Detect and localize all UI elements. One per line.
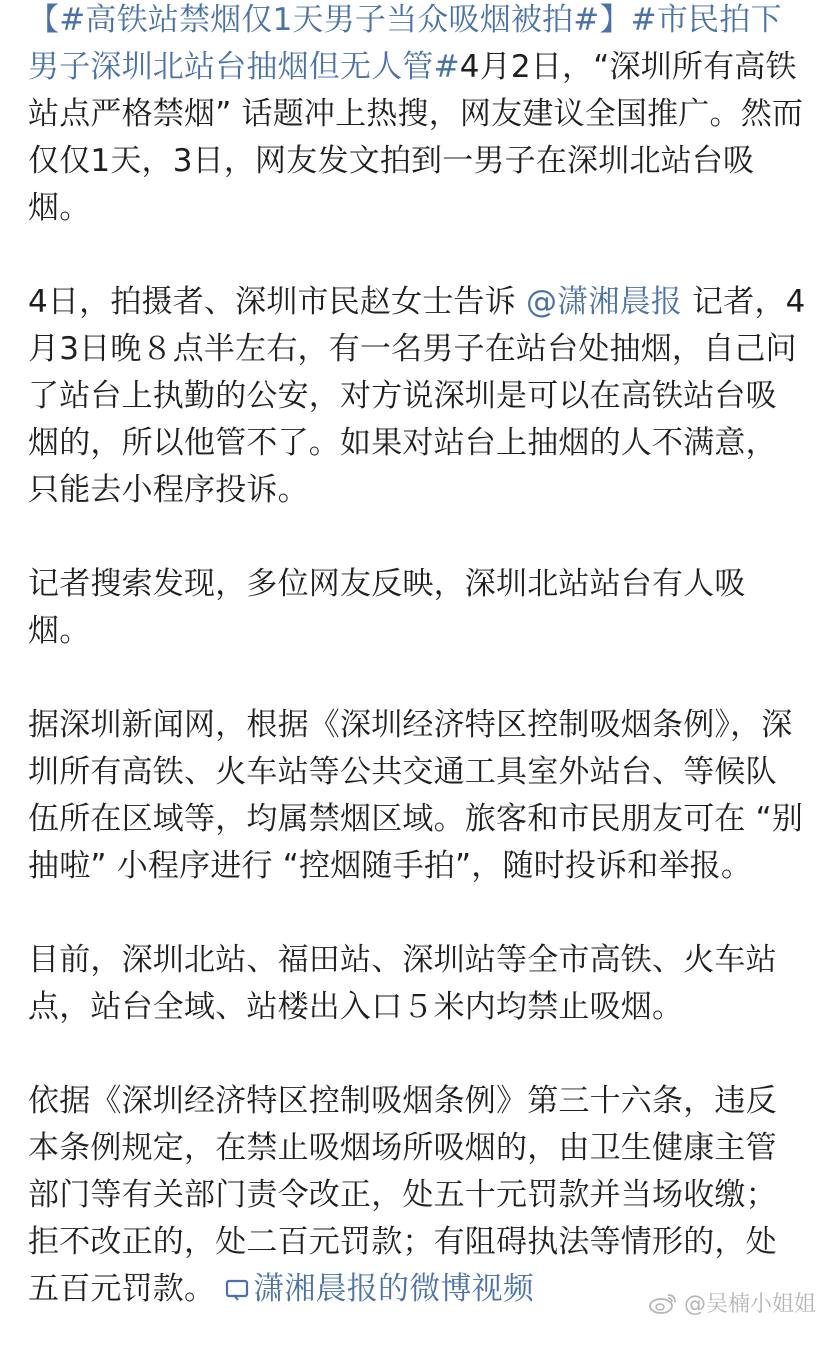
paragraph-3: 记者搜索发现，多位网友反映，深圳北站站台有人吸烟。: [28, 566, 746, 649]
watermark-text: @吴楠小姐姐: [683, 1292, 816, 1317]
hashtag-link-1[interactable]: 【#高铁站禁烟仅1天男子当众吸烟被拍#】: [28, 2, 631, 38]
paragraph-2-text-before: 4日，拍摄者、深圳市民赵女士告诉: [28, 284, 516, 320]
video-play-icon: [225, 1276, 251, 1302]
watermark: [648, 1287, 816, 1318]
weibo-icon: [648, 1292, 678, 1314]
hashtag-link-2[interactable]: #市民拍下男子深圳北站台抽烟但无人管#: [28, 2, 782, 85]
paragraph-1-text: 4月2日，“深圳所有高铁站点严格禁烟” 话题冲上热搜，网友建议全国推广。然而仅仅1天，3日，网友发文拍到一男子在深圳北站台吸烟。: [28, 49, 804, 226]
weibo-post-body: [28, 0, 806, 1360]
paragraph-1: [28, 0, 806, 232]
paragraph-2-text-after: 记者，4月3日晚８点半左右，有一名男子在站台处抽烟，自己问了站台上执勤的公安，对方说深圳是可以在高铁站台吸烟的，所以他管不了。如果对站台上抽烟的人不满意，只能去小程序投诉。: [28, 284, 806, 508]
paragraph-6: [28, 1078, 806, 1313]
mention-link[interactable]: @潇湘晨报: [525, 284, 682, 320]
video-link-label: 潇湘晨报的微博视频: [253, 1271, 535, 1307]
paragraph-2: [28, 279, 806, 514]
video-link[interactable]: [215, 1271, 534, 1307]
paragraph-5: 目前，深圳北站、福田站、深圳站等全市高铁、火车站点，站台全域、站楼出入口５米内均禁止吸烟。: [28, 942, 777, 1025]
paragraph-4: 据深圳新闻网，根据《深圳经济特区控制吸烟条例》，深圳所有高铁、火车站等公共交通工具室外站台、等候队伍所在区域等，均属禁烟区域。旅客和市民朋友可在 “别抽啦” 小程序进行 “控烟随手拍”，随时投诉和举报。: [28, 707, 804, 884]
paragraph-6-text: 依据《深圳经济特区控制吸烟条例》第三十六条，违反本条例规定，在禁止吸烟场所吸烟的，由卫生健康主管部门等有关部门责令改正，处五十元罚款并当场收缴；拒不改正的，处二百元罚款；有阻碍执法等情形的，处五百元罚款。: [28, 1083, 777, 1307]
